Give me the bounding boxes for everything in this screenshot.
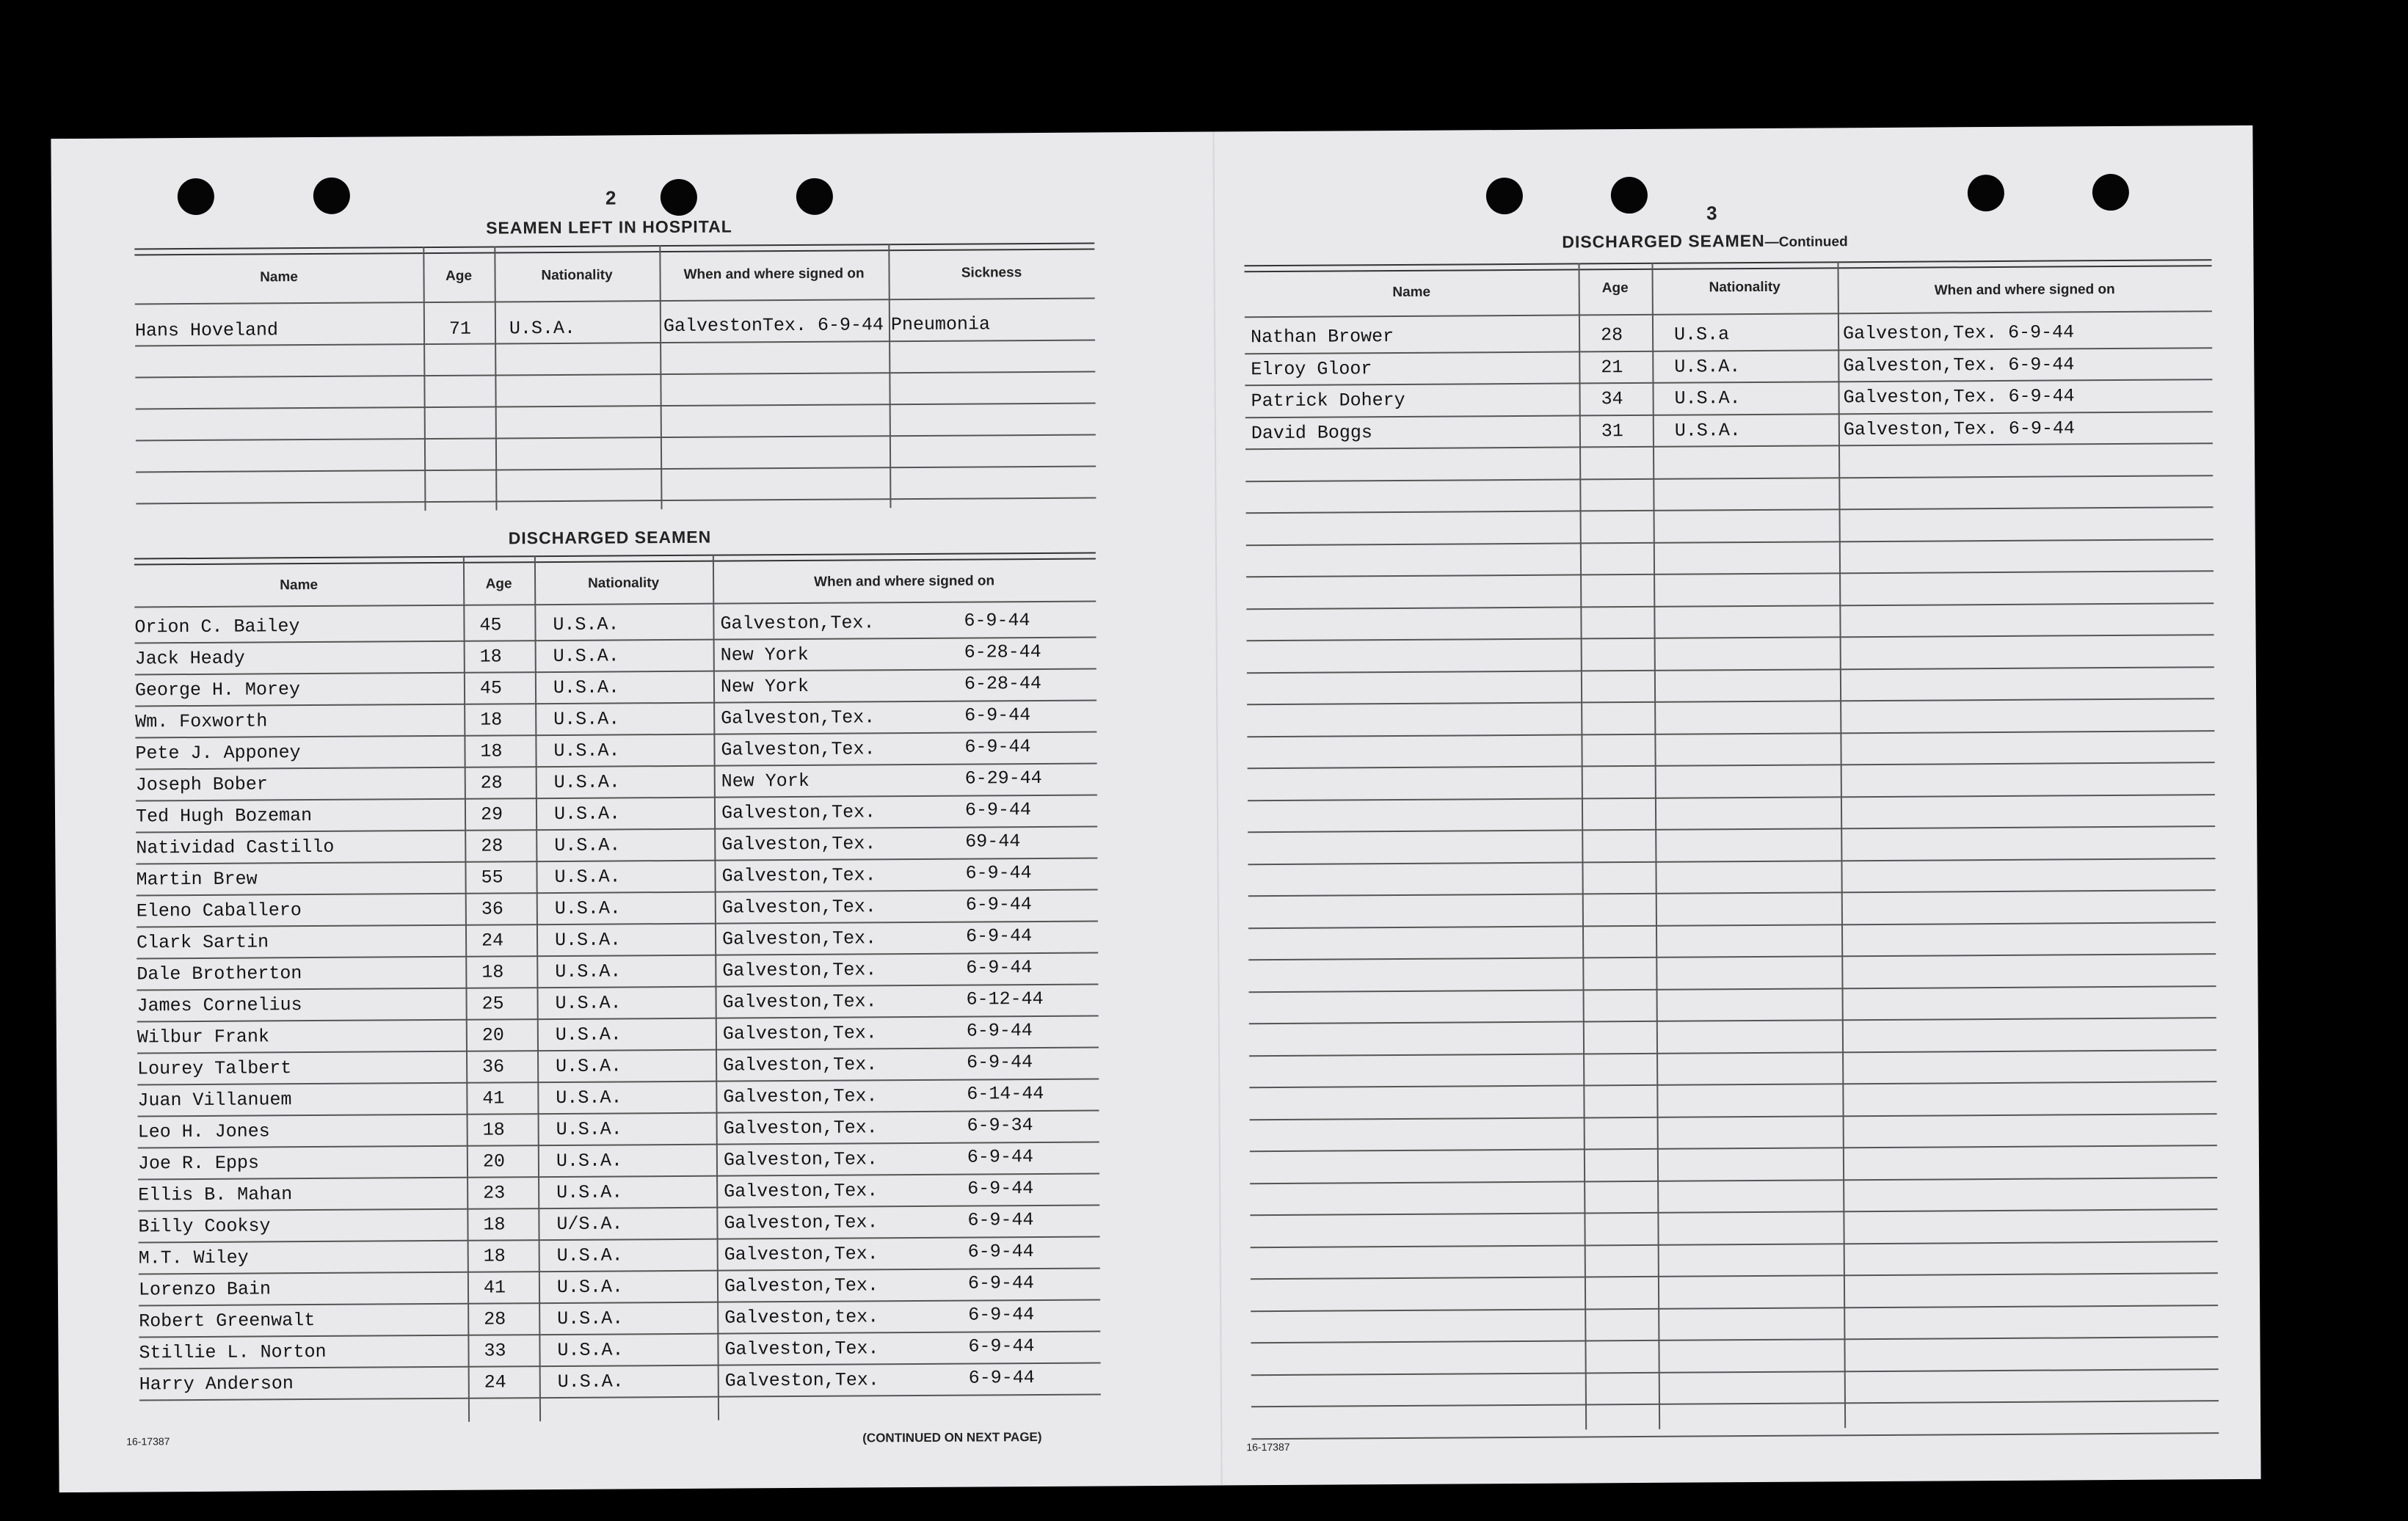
row-rule — [1251, 1305, 2218, 1312]
seaman-name: Juan Villanuem — [137, 1089, 292, 1112]
seaman-age: 18 — [483, 1214, 506, 1236]
seaman-age: 28 — [480, 772, 503, 794]
seaman-nationality: U.S.A. — [557, 1339, 624, 1361]
signed-on-date: 6-9-44 — [968, 1335, 1035, 1357]
signed-on-place: New York — [720, 643, 809, 666]
row-rule — [1247, 730, 2214, 737]
punch-hole — [313, 178, 350, 214]
table-top-rule — [1244, 259, 2211, 272]
seaman-nationality: U.S.A. — [554, 834, 621, 857]
seaman-name: Pete J. Apponey — [135, 742, 301, 765]
signed-on-date: 6-9-44 — [967, 1146, 1033, 1168]
seaman-age: 36 — [482, 1056, 505, 1078]
signed-on-date: 6-28-44 — [964, 672, 1042, 695]
seaman-nationality: U.S.A. — [554, 866, 621, 889]
signed-on-place: Galveston,Tex. — [723, 1054, 878, 1076]
signed-on-place: Galveston,Tex. — [720, 612, 875, 635]
signed-on-date: 6-9-44 — [965, 862, 1032, 884]
seaman-nationality: U.S.A. — [555, 992, 622, 1015]
col-header-name: Name — [260, 269, 298, 285]
seaman-name: Stillie L. Norton — [139, 1341, 327, 1364]
signed-on-date: 6-9-44 — [965, 925, 1033, 947]
col-header-signed-on: When and where signed on — [814, 573, 995, 590]
row-rule — [136, 402, 1096, 409]
discharged-title: DISCHARGED SEAMEN — [508, 527, 712, 548]
header-rule — [135, 297, 1095, 304]
col-header-signed-on: When and where signed on — [683, 266, 865, 282]
seaman-name: David Boggs — [1251, 421, 1372, 444]
title-text: DISCHARGED SEAMEN — [1562, 230, 1765, 252]
seaman-age: 45 — [479, 677, 503, 699]
seaman-age: 18 — [480, 709, 503, 731]
row-rule — [135, 371, 1095, 378]
seaman-nationality: U.S.A. — [1674, 419, 1741, 442]
signed-on: Galveston,Tex. 6-9-44 — [1843, 385, 2075, 409]
seaman-name: Martin Brew — [136, 868, 258, 891]
seaman-nationality: U.S.A. — [556, 1087, 622, 1109]
signed-on-date: 6-9-44 — [966, 957, 1033, 979]
seaman-nationality: U.S.A. — [553, 708, 620, 731]
row-rule — [1250, 1177, 2217, 1184]
row-rule — [137, 952, 1098, 959]
signed-on-place: New York — [721, 770, 810, 792]
signed-on-date: 6-9-44 — [967, 1241, 1034, 1263]
hospital-signed-on: GalvestonTex. 6-9-44 — [663, 314, 884, 338]
seaman-nationality: U.S.A. — [553, 771, 620, 794]
punch-hole — [1486, 178, 1523, 214]
row-rule — [1249, 985, 2216, 993]
seaman-age: 31 — [1601, 420, 1623, 442]
signed-on-date: 6-9-44 — [964, 799, 1032, 821]
seaman-nationality: U.S.A. — [553, 676, 620, 699]
seaman-age: 18 — [483, 1245, 506, 1267]
seaman-name: Ted Hugh Bozeman — [135, 805, 313, 828]
seaman-age: 45 — [479, 614, 502, 636]
seaman-nationality: U.S.A. — [1674, 387, 1741, 409]
punch-hole — [2092, 174, 2129, 211]
seaman-name: Wilbur Frank — [137, 1026, 269, 1048]
seaman-nationality: U.S.a — [1673, 324, 1730, 346]
seaman-nationality: U.S.A. — [553, 803, 621, 825]
signed-on-date: 69-44 — [965, 831, 1021, 853]
seaman-nationality: U.S.A. — [556, 1244, 623, 1266]
signed-on-place: Galveston,Tex. — [721, 864, 876, 887]
seaman-nationality: U.S.A. — [557, 1371, 624, 1393]
row-rule — [136, 794, 1097, 801]
signed-on-place: Galveston,Tex. — [724, 1180, 879, 1203]
signed-on-place: Galveston,Tex. — [722, 991, 877, 1013]
signed-on-date: 6-9-44 — [968, 1367, 1035, 1389]
col-header-sickness: Sickness — [961, 265, 1022, 281]
row-rule — [1246, 506, 2214, 514]
seaman-name: Ellis B. Mahan — [138, 1183, 293, 1206]
table-top-rule — [134, 552, 1096, 565]
col-header-name: Name — [280, 577, 319, 594]
seaman-nationality: U.S.A. — [556, 1118, 622, 1141]
punch-hole — [1968, 175, 2004, 211]
signed-on-place: Galveston,tex. — [724, 1306, 879, 1329]
row-rule — [136, 434, 1096, 441]
seaman-age: 41 — [482, 1087, 505, 1109]
row-rule — [135, 731, 1096, 738]
continued-note: (CONTINUED ON NEXT PAGE) — [862, 1429, 1042, 1445]
seaman-age: 23 — [483, 1182, 506, 1204]
row-rule — [135, 339, 1095, 346]
row-rule — [1248, 889, 2216, 897]
seaman-nationality: U.S.A. — [553, 613, 619, 636]
discharged-continued-title — [1562, 230, 1848, 252]
row-rule — [137, 889, 1098, 896]
seaman-name: Joseph Bober — [135, 773, 268, 796]
seaman-age: 18 — [479, 646, 502, 668]
seaman-age: 29 — [480, 803, 503, 825]
signed-on: Galveston,Tex. 6-9-44 — [1843, 353, 2075, 376]
punch-hole — [796, 178, 833, 215]
row-rule — [138, 1172, 1099, 1180]
seaman-age: 24 — [484, 1371, 506, 1393]
signed-on-place: New York — [720, 675, 810, 698]
hospital-nationality: U.S.A. — [509, 317, 576, 340]
row-rule — [1249, 1081, 2216, 1088]
signed-on-date: 6-9-44 — [964, 736, 1031, 758]
signed-on-date: 6-28-44 — [964, 641, 1041, 663]
row-rule — [1248, 858, 2215, 865]
seaman-nationality: U/S.A. — [556, 1213, 623, 1235]
hospital-sickness: Pneumonia — [890, 313, 991, 336]
seaman-age: 25 — [481, 993, 504, 1015]
hospital-title: SEAMEN LEFT IN HOSPITAL — [486, 216, 732, 238]
col-header-age: Age — [445, 268, 473, 284]
seaman-name: Robert Greenwalt — [139, 1310, 316, 1332]
header-rule — [1245, 310, 2212, 318]
punch-hole — [1611, 177, 1648, 214]
seaman-nationality: U.S.A. — [554, 929, 622, 952]
row-rule — [1245, 475, 2213, 482]
seaman-name: Elroy Gloor — [1251, 357, 1372, 380]
col-header-nationality: Nationality — [541, 267, 613, 284]
header-rule — [134, 600, 1096, 608]
seaman-nationality: U.S.A. — [556, 1181, 623, 1203]
seaman-name: Dale Brotherton — [137, 963, 302, 985]
seaman-name: James Cornelius — [137, 994, 302, 1017]
row-rule — [1249, 1017, 2216, 1024]
row-rule — [1248, 762, 2215, 769]
seaman-name: M.T. Wiley — [138, 1247, 249, 1269]
seaman-name: Clark Sartin — [137, 931, 269, 954]
col-header-name: Name — [1392, 284, 1431, 301]
seaman-age: 41 — [483, 1277, 506, 1299]
discharged-continued-table — [1244, 259, 2219, 1431]
signed-on-place: Galveston,Tex. — [721, 833, 876, 856]
hospital-age: 71 — [448, 318, 472, 340]
seaman-age: 21 — [1601, 356, 1623, 378]
page-number-right: 3 — [1706, 202, 1717, 225]
row-rule — [1251, 1432, 2219, 1440]
signed-on: Galveston,Tex. 6-9-44 — [1843, 417, 2076, 440]
seaman-age: 24 — [481, 930, 504, 952]
row-rule — [1246, 539, 2214, 546]
signed-on-place: Galveston,Tex. — [723, 1085, 878, 1108]
seaman-age: 20 — [482, 1150, 506, 1172]
seaman-age: 55 — [481, 867, 503, 889]
row-rule — [1251, 1336, 2218, 1343]
row-rule — [136, 465, 1096, 473]
seaman-name: Jack Heady — [134, 647, 245, 670]
manifest-sheet — [51, 125, 2260, 1492]
signed-on-place: Galveston,Tex. — [721, 738, 876, 761]
seaman-name: Lorenzo Bain — [138, 1278, 272, 1301]
col-header-nationality: Nationality — [1709, 279, 1780, 296]
seaman-age: 18 — [482, 1119, 505, 1141]
row-rule — [1248, 953, 2216, 960]
signed-on-date: 6-9-34 — [967, 1115, 1033, 1137]
signed-on-date: 6-9-44 — [968, 1304, 1035, 1326]
seaman-nationality: U.S.A. — [555, 960, 622, 983]
signed-on-place: Galveston,Tex. — [724, 1211, 879, 1234]
col-header-nationality: Nationality — [587, 575, 660, 591]
row-rule — [1250, 1113, 2217, 1120]
col-header-age: Age — [485, 576, 512, 592]
title-suffix: —Continued — [1764, 234, 1848, 250]
seaman-name: George H. Morey — [134, 679, 301, 701]
seaman-name: Orion C. Bailey — [134, 616, 300, 638]
row-rule — [1247, 634, 2214, 641]
row-rule — [138, 1141, 1099, 1148]
seaman-name: Leo H. Jones — [137, 1120, 270, 1143]
seaman-age: 18 — [481, 961, 504, 983]
seaman-age: 36 — [481, 898, 503, 920]
signed-on: Galveston,Tex. 6-9-44 — [1842, 321, 2075, 345]
row-rule — [1246, 602, 2214, 610]
seaman-age: 18 — [480, 740, 503, 762]
signed-on-place: Galveston,Tex. — [721, 927, 877, 950]
signed-on-date: 6-29-44 — [964, 767, 1042, 789]
row-rule — [1247, 666, 2214, 674]
seaman-age: 28 — [481, 835, 503, 857]
seaman-age: 20 — [481, 1024, 504, 1046]
row-rule — [1249, 1049, 2216, 1057]
row-rule — [1248, 922, 2216, 929]
seaman-nationality: U.S.A. — [556, 1276, 624, 1298]
row-rule — [1251, 1241, 2218, 1248]
signed-on-place: Galveston,Tex. — [722, 1022, 877, 1045]
seaman-name: Nathan Brower — [1250, 326, 1394, 349]
seaman-name: Joe R. Epps — [137, 1152, 260, 1175]
form-number-right: 16-17387 — [1246, 1440, 1290, 1453]
row-rule — [137, 1046, 1099, 1054]
seaman-name: Patrick Dohery — [1251, 389, 1405, 412]
signed-on-place: Galveston,Tex. — [724, 1338, 879, 1360]
row-rule — [1245, 442, 2213, 450]
signed-on-date: 6-9-44 — [967, 1051, 1033, 1073]
seaman-name: Billy Cooksy — [138, 1215, 271, 1238]
signed-on-date: 6-9-44 — [965, 894, 1032, 916]
signed-on-place: Galveston,Tex. — [724, 1243, 879, 1266]
discharged-table — [134, 552, 1101, 1423]
signed-on-date: 6-9-44 — [967, 1209, 1034, 1231]
seaman-nationality: U.S.A. — [553, 740, 620, 762]
signed-on-date: 6-9-44 — [964, 704, 1031, 726]
seaman-name: Eleno Caballero — [136, 900, 302, 922]
row-rule — [135, 668, 1096, 675]
table-top-rule — [134, 242, 1094, 255]
seaman-nationality: U.S.A. — [555, 1024, 622, 1046]
signed-on-date: 6-9-44 — [964, 610, 1030, 632]
seaman-name: Harry Anderson — [139, 1373, 294, 1396]
signed-on-date: 6-14-44 — [967, 1082, 1044, 1105]
page-number-left: 2 — [605, 186, 616, 209]
seaman-nationality: U.S.A. — [557, 1307, 624, 1329]
signed-on-date: 6-12-44 — [966, 988, 1044, 1010]
signed-on-date: 6-9-44 — [967, 1272, 1035, 1294]
seaman-age: 28 — [1600, 324, 1623, 346]
signed-on-place: Galveston,Tex. — [722, 959, 877, 982]
form-number-left: 16-17387 — [126, 1435, 170, 1448]
seaman-name: Lourey Talbert — [137, 1057, 292, 1080]
row-rule — [1251, 1400, 2219, 1407]
signed-on-place: Galveston,Tex. — [724, 1274, 879, 1297]
signed-on-place: Galveston,Tex. — [721, 896, 876, 919]
row-rule — [1248, 794, 2215, 801]
row-rule — [139, 1299, 1100, 1306]
seaman-name: Wm. Foxworth — [135, 710, 268, 733]
row-rule — [139, 1267, 1100, 1274]
row-rule — [136, 497, 1096, 504]
seaman-name: Natividad Castillo — [136, 836, 335, 859]
punch-hole — [661, 179, 697, 216]
col-header-age: Age — [1601, 280, 1629, 296]
seaman-nationality: U.S.A. — [553, 645, 619, 668]
row-rule — [1250, 1145, 2217, 1152]
row-rule — [1251, 1368, 2219, 1376]
signed-on-place: Galveston,Tex. — [721, 707, 876, 729]
col-header-signed-on: When and where signed on — [1934, 282, 2115, 299]
punch-hole — [178, 178, 214, 215]
signed-on-date: 6-9-44 — [967, 1178, 1034, 1200]
signed-on-date: 6-9-44 — [966, 1020, 1033, 1042]
seaman-age: 33 — [484, 1340, 506, 1362]
row-rule — [1248, 825, 2215, 833]
row-rule — [1251, 1272, 2218, 1280]
signed-on-place: Galveston,Tex. — [723, 1117, 878, 1139]
page-fold — [1212, 131, 1222, 1485]
hospital-name: Hans Hoveland — [134, 319, 279, 342]
signed-on-place: Galveston,Tex. — [723, 1148, 879, 1171]
signed-on-place: Galveston,Tex. — [724, 1369, 879, 1392]
seaman-nationality: U.S.A. — [554, 897, 621, 920]
column-divider — [1578, 263, 1587, 1429]
seaman-nationality: U.S.A. — [556, 1055, 622, 1078]
signed-on-place: Galveston,Tex. — [721, 801, 876, 824]
seaman-age: 28 — [484, 1308, 506, 1330]
seaman-nationality: U.S.A. — [1674, 355, 1741, 378]
column-divider — [1651, 263, 1660, 1429]
seaman-nationality: U.S.A. — [556, 1150, 623, 1172]
hospital-table — [134, 242, 1096, 512]
row-rule — [1247, 698, 2214, 705]
seaman-age: 34 — [1601, 388, 1623, 410]
row-rule — [139, 1236, 1100, 1243]
row-rule — [1250, 1208, 2217, 1216]
row-rule — [1246, 570, 2214, 577]
